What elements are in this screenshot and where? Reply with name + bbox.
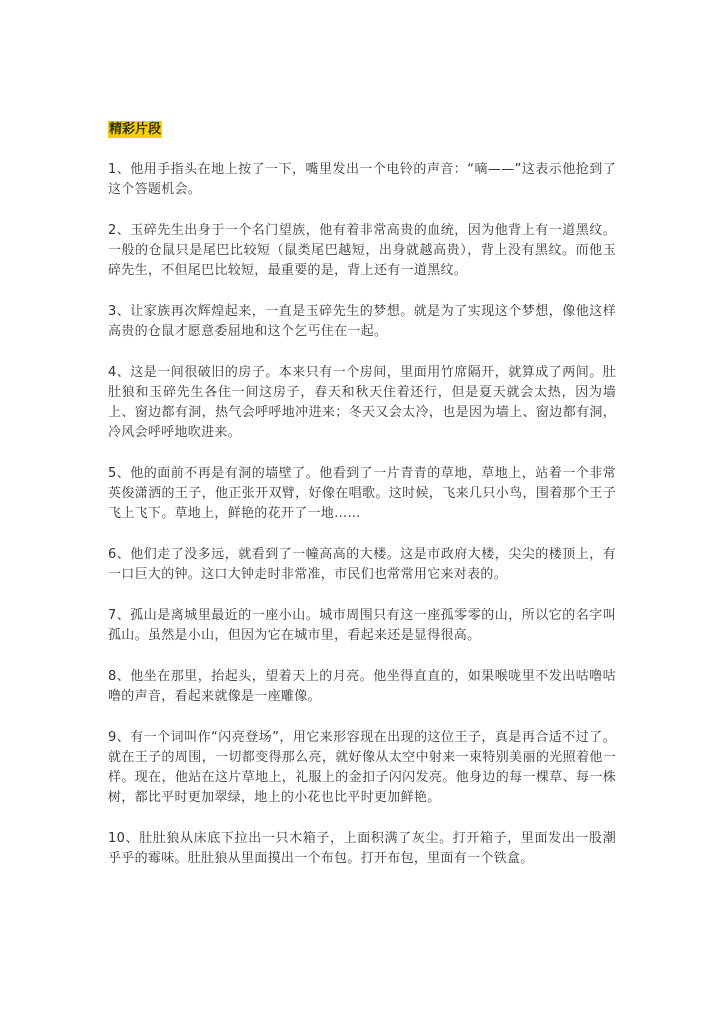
paragraph-8: 8、他坐在那里，抬起头，望着天上的月亮。他坐得直直的，如果喉咙里不发出咕噜咕噜的声音，看起来就像是一座雕像。 xyxy=(108,669,616,704)
paragraph-2: 2、玉碎先生出身于一个名门望族，他有着非常高贵的血统，因为他背上有一道黑纹。一般的仓鼠只是尾巴比较短（鼠类尾巴越短，出身就越高贵），背上没有黑纹。而他玉碎先生，不但尾巴比较短，最重要的是，背上还有一道黑纹。 xyxy=(108,223,616,278)
section-heading: 精彩片段 xyxy=(109,122,162,137)
paragraph-3: 3、让家族再次辉煌起来，一直是玉碎先生的梦想。就是为了实现这个梦想，像他这样高贵的仓鼠才愿意委屈地和这个乞丐住在一起。 xyxy=(108,304,616,339)
document-page xyxy=(108,118,616,890)
paragraph-9: 9、有一个词叫作“闪亮登场”，用它来形容现在出现的这位王子，真是再合适不过了。就在王子的周围，一切都变得那么亮，就好像从太空中射来一束特别美丽的光照着他一样。现在，他站在这片草地上，礼服上的金扣子闪闪发亮。他身边的每一棵草、每一株树，都比平时更加翠绿，地上的小花也比平时更加鲜艳。 xyxy=(108,730,616,805)
paragraph-1: 1、他用手指头在地上按了一下，嘴里发出一个电铃的声音：“嘀——”这表示他抢到了这个答题机会。 xyxy=(108,162,616,197)
paragraph-7: 7、孤山是离城里最近的一座小山。城市周围只有这一座孤零零的山，所以它的名字叫孤山。虽然是小山，但因为它在城市里，看起来还是显得很高。 xyxy=(108,608,616,643)
paragraph-10: 10、肚肚狼从床底下拉出一只木箱子，上面积满了灰尘。打开箱子，里面发出一股潮乎乎的霉味。肚肚狼从里面摸出一个布包。打开布包，里面有一个铁盒。 xyxy=(108,831,616,866)
paragraph-4: 4、这是一间很破旧的房子。本来只有一个房间，里面用竹席隔开，就算成了两间。肚肚狼和玉碎先生各住一间这房子，春天和秋天住着还行，但是夏天就会太热，因为墙上、窗边都有洞，热气会呼呼地冲进来；冬天又会太冷，也是因为墙上、窗边都有洞，冷风会呼呼地吹进来。 xyxy=(108,365,616,440)
paragraph-6: 6、他们走了没多远，就看到了一幢高高的大楼。这是市政府大楼，尖尖的楼顶上，有一口巨大的钟。这口大钟走时非常准，市民们也常常用它来对表的。 xyxy=(108,547,616,582)
paragraph-5: 5、他的面前不再是有洞的墙壁了。他看到了一片青青的草地，草地上，站着一个非常英俊潇洒的王子，他正张开双臂，好像在唱歌。这时候，飞来几只小鸟，围着那个王子飞上飞下。草地上，鲜艳的花开了一地…… xyxy=(108,466,616,521)
